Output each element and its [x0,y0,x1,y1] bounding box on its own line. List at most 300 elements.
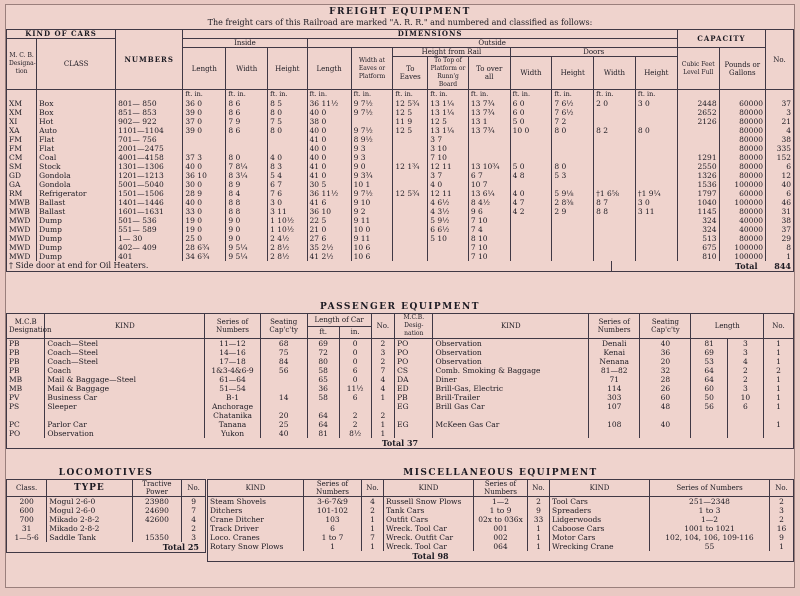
passenger-left-cell: PC [7,420,45,429]
freight-row-cell: 9 3¾ [351,171,393,180]
loco-total-label: Total [162,542,186,552]
freight-row-cell [393,216,428,225]
locomotive-row-cell: 9 [182,497,206,507]
passenger-left-cell: Coach [45,366,205,375]
freight-row-cell [594,135,636,144]
freight-row-cell: 8 6 [226,108,268,117]
freight-row-cell: 37 [766,225,794,234]
freight-row-cell: 13 1¼ [428,99,469,108]
passenger-right-cell: 40 [640,339,691,349]
passenger-left-cell [307,402,339,411]
misc-cell: Tool Cars [550,497,650,507]
freight-row-cell: 8 2 [594,126,636,135]
freight-row-cell: 37 3 [183,153,226,162]
passenger-left-cell: 11—12 [205,339,260,349]
freight-row-cell: 1101—1104 [116,126,183,135]
misc-total-value: 98 [437,551,449,561]
misc-title: MISCELLANEOUS EQUIPMENT [403,468,598,478]
freight-row-cell: 4 3½ [428,207,469,216]
misc-cell: 1 [304,542,362,551]
freight-footnote: † Side door at end for Oil Heaters. [7,261,612,272]
passenger-left-cell: 14—16 [205,348,260,357]
freight-row-cell: 5 0 [510,117,552,126]
freight-row-cell [468,135,510,144]
misc-no1-header: No. [362,480,384,497]
freight-row-cell: 6 7 [268,180,307,189]
passenger-row [7,366,794,375]
freight-row-cell: MWD [7,216,37,225]
freight-row-cell [594,153,636,162]
passenger-left-cell [7,411,45,420]
freight-row-cell: 6 [766,189,794,198]
freight-row-cell [393,153,428,162]
passenger-right-cell: Nenana [589,357,640,366]
passenger-right-cell: Observation [433,339,589,349]
to-eaves-header: To Eaves [393,57,428,90]
freight-row-cell: 8 5 [268,99,307,108]
freight-row-cell: 27 6 [307,234,351,243]
freight-row-cell [594,180,636,189]
freight-row-cell: 38 [766,216,794,225]
misc-cell: 2 [770,497,794,507]
loco-class-header: Class. [7,480,47,497]
pass-ft-header: ft. [307,326,339,339]
freight-row-cell: CM [7,153,37,162]
freight-row-cell: 1— 30 [116,234,183,243]
freight-row-cell: XM [7,108,37,117]
freight-row-cell [635,135,677,144]
passenger-left-cell: 1 [371,420,394,429]
passenger-right-cell: 4 [727,357,763,366]
freight-row-cell: 33 0 [183,207,226,216]
freight-row-cell [510,144,552,153]
freight-row-cell [268,144,307,153]
passenger-right-cell: 40 [640,420,691,429]
passenger-left-cell: Mail & Baggage—Steel [45,375,205,384]
misc-cell: 1 [362,542,384,551]
freight-row [7,243,794,252]
passenger-right-cell [727,420,763,429]
dimensions-header: DIMENSIONS [183,30,677,39]
misc-cell: 1 to 7 [304,533,362,542]
freight-row-cell: 9 0 [351,162,393,171]
passenger-left-cell: 2 [371,357,394,366]
freight-row-cell: 7 10 [468,252,510,261]
misc-series3-header: Series of Numbers [650,480,770,497]
misc-cell: 1—2 [474,497,528,507]
freight-row-cell: 902— 922 [116,117,183,126]
locomotive-row-cell: Saddle Tank [47,533,132,542]
freight-row-cell: Flat [37,144,116,153]
misc-cell: 1 [528,533,550,542]
passenger-left-cell: 14 [260,393,307,402]
freight-row-cell: 2 4½ [268,234,307,243]
freight-row-cell: 40 0 [307,126,351,135]
passenger-right-cell: 1 [764,402,794,411]
ft-in-unit: ft. in. [468,90,510,100]
ft-in-unit: ft. in. [635,90,677,100]
end-height-header: Height [635,57,677,90]
freight-row-cell: 12 [766,171,794,180]
passenger-row [7,411,794,420]
freight-row-cell: 12 5¾ [393,99,428,108]
freight-row-cell [552,234,594,243]
freight-row-cell: 8 3¼ [226,171,268,180]
passenger-right-cell: DA [395,375,433,384]
freight-row [7,153,794,162]
freight-row-cell [635,171,677,180]
passenger-left-cell: 4 [371,375,394,384]
freight-row [7,108,794,117]
freight-row-cell [552,144,594,153]
passenger-right-cell: Brill Gas Car [433,402,589,411]
loco-type-header: TYPE [47,480,132,497]
to-overall-header: To over all [468,57,510,90]
passenger-left-cell: Parlor Car [45,420,205,429]
outside-header: Outside [307,39,677,48]
freight-row-cell: 324 [677,216,719,225]
misc-cell: 33 [528,515,550,524]
freight-row-cell: 12 5 [393,108,428,117]
misc-series2-header: Series of Numbers [474,480,528,497]
freight-row-cell: 513 [677,234,719,243]
freight-row-cell: Hot [37,117,116,126]
freight-row-cell: 8 3 [268,162,307,171]
pass-kind-header: KIND [45,314,205,339]
ft-in-unit: ft. in. [552,90,594,100]
passenger-right-cell: 69 [691,348,727,357]
freight-row-cell: 5 4 [268,171,307,180]
freight-row-cell: 36 10 [183,171,226,180]
freight-row-cell: 1536 [677,180,719,189]
freight-row-cell: 40 0 [307,108,351,117]
freight-row-cell: Refrigerator [37,189,116,198]
freight-row-cell: 2448 [677,99,719,108]
freight-row-cell [552,180,594,189]
passenger-right-cell: 26 [640,384,691,393]
inside-height-header: Height [268,48,307,90]
freight-row-cell: †1 6⅝ [594,189,636,198]
freight-row-cell [594,225,636,234]
pounds-header: Pounds or Gallons [719,48,765,90]
freight-row-cell: 3 0 [268,198,307,207]
numbers-header: NUMBERS [116,30,183,90]
freight-row-cell: 4 0 [428,180,469,189]
passenger-left-cell [45,411,205,420]
freight-row-cell: 80000 [719,108,765,117]
freight-row-cell: 38 [766,135,794,144]
freight-row-cell [468,144,510,153]
passenger-left-cell: 2 [371,339,394,349]
freight-row-cell: RM [7,189,37,198]
passenger-total-label: Total [381,438,405,448]
pass-mcb2-header: M.C.B. Desig- nation [395,314,433,339]
freight-row-cell: 31 [766,207,794,216]
passenger-left-cell: 1 [371,393,394,402]
passenger-left-cell: PV [7,393,45,402]
freight-footer [6,261,794,272]
freight-row-cell [226,135,268,144]
freight-row-cell [594,171,636,180]
passenger-left-cell: Observation [45,429,205,438]
freight-row-cell: 2 8½ [268,243,307,252]
freight-row-cell: 80000 [719,117,765,126]
misc-cell: Motor Cars [550,533,650,542]
passenger-right-cell [691,411,727,420]
passenger-right-cell [764,429,794,438]
misc-cell: 9 [528,506,550,515]
freight-row-cell: 9 7½ [351,126,393,135]
locomotive-row-cell: 31 [7,524,47,533]
freight-row-cell [552,243,594,252]
freight-row-cell: 19 0 [183,216,226,225]
freight-row-cell: 4 7 [510,198,552,207]
misc-cell: 55 [650,542,770,551]
misc-cell: 2 [528,497,550,507]
passenger-left-cell: Chatanika [205,411,260,420]
passenger-left-cell: 8½ [339,429,371,438]
pass-in-header: in. [339,326,371,339]
passenger-left-cell: Tanana [205,420,260,429]
passenger-left-cell: 2 [371,411,394,420]
freight-row-cell: Box [37,99,116,108]
freight-row-cell: 4 [766,126,794,135]
freight-row-cell: 7 10 [468,216,510,225]
passenger-left-cell: 64 [307,411,339,420]
class-header: CLASS [37,39,116,90]
freight-row-cell: 41 6 [307,198,351,207]
misc-cell: Loco. Cranes [208,533,304,542]
passenger-left-cell: PO [7,429,45,438]
freight-row [7,234,794,243]
freight-row-cell: 12 5¾ [393,189,428,198]
freight-row-cell: 13 7¾ [468,99,510,108]
passenger-right-cell: 1 [764,375,794,384]
freight-row-cell: 3 11 [268,207,307,216]
side-width-header: Width [510,57,552,90]
freight-row-cell: Dump [37,252,116,261]
freight-row-cell: 851— 853 [116,108,183,117]
passenger-left-cell: PS [7,402,45,411]
freight-row-cell: 6 7 [468,171,510,180]
side-height-header: Height [552,57,594,90]
freight-row-cell: 1040 [677,198,719,207]
freight-row-cell: MWD [7,252,37,261]
passenger-left-cell: 36 [307,384,339,393]
freight-row [7,252,794,261]
freight-row-cell: 10 6 [351,252,393,261]
freight-row-cell: 36 0 [183,99,226,108]
freight-row-cell: Dump [37,234,116,243]
passenger-right-cell [395,411,433,420]
misc-cell: Rotary Snow Plows [208,542,304,551]
freight-row-cell [183,135,226,144]
freight-row-cell: 8 0 [552,162,594,171]
ft-in-unit: ft. in. [428,90,469,100]
freight-row-cell: 152 [766,153,794,162]
misc-cell: 4 [362,497,384,507]
freight-row-cell [677,126,719,135]
freight-row-cell: Ballast [37,207,116,216]
passenger-right-cell [691,420,727,429]
passenger-right-cell: Brill-Gas, Electric [433,384,589,393]
freight-row-cell: 2126 [677,117,719,126]
misc-cell: Spreaders [550,506,650,515]
passenger-right-cell: PB [395,393,433,402]
freight-row-cell: Dump [37,216,116,225]
freight-units-row [7,90,794,100]
passenger-row [7,348,794,357]
freight-row-cell [428,252,469,261]
misc-cell: Wreck. Outfit Car [384,533,474,542]
freight-row-cell: 6 [766,162,794,171]
freight-row-cell: 13 6¼ [468,189,510,198]
passenger-left-cell: 25 [260,420,307,429]
document-page [5,4,795,588]
freight-row-cell: 10 0 [351,225,393,234]
passenger-right-cell: 2 [727,366,763,375]
locomotive-row-cell: Mikado 2-8-2 [47,515,132,524]
freight-row-cell: 38 0 [307,117,351,126]
freight-row-cell: 40 0 [183,162,226,171]
freight-row-cell: 9 0 [226,234,268,243]
passenger-right-cell: Comb. Smoking & Baggage [433,366,589,375]
passenger-right-cell: 36 [640,348,691,357]
freight-row-cell: 2 8⅜ [552,198,594,207]
freight-row-cell: 8 9½ [351,135,393,144]
passenger-right-cell: Diner [433,375,589,384]
passenger-left-cell: 72 [307,348,339,357]
freight-row-cell: 7 8¼ [226,162,268,171]
misc-cell: 1 [528,542,550,551]
ft-in-unit: ft. in. [510,90,552,100]
freight-row-cell [594,234,636,243]
freight-row-cell: 6 6½ [428,225,469,234]
locomotive-row-cell: 42600 [132,515,182,524]
freight-row-cell: 10 0 [510,126,552,135]
freight-row-cell: 1501—1506 [116,189,183,198]
freight-row-cell: 11 9 [393,117,428,126]
pass-mcb-header: M.C.B Designation [7,314,45,339]
misc-cell: Lidgerwoods [550,515,650,524]
freight-row-cell: 22 5 [307,216,351,225]
passenger-left-cell [260,402,307,411]
passenger-right-cell: PO [395,339,433,349]
freight-row-cell: 35 2½ [307,243,351,252]
freight-row-cell: 1326 [677,171,719,180]
freight-row-cell: 60000 [719,189,765,198]
locomotives-section [6,467,206,553]
passenger-right-cell: 1 [764,348,794,357]
passenger-left-cell: 75 [260,348,307,357]
misc-cell: Wrecking Crane [550,542,650,551]
locomotives-title: LOCOMOTIVES [58,468,154,478]
freight-row-cell [183,144,226,153]
passenger-left-cell: 6 [339,366,371,375]
passenger-left-cell: 1&3-4&6-9 [205,366,260,375]
freight-row-cell: 2 0 [594,99,636,108]
freight-row-cell: 30 0 [183,180,226,189]
freight-row-cell: 9 2 [351,207,393,216]
passenger-right-cell [727,411,763,420]
freight-row-cell: 8 7 [594,198,636,207]
freight-row-cell: 7 2 [552,117,594,126]
misc-row [208,515,794,524]
loco-no-header: No. [182,480,206,497]
freight-row-cell [594,162,636,171]
passenger-left-cell [260,375,307,384]
passenger-left-cell: 6 [339,393,371,402]
freight-row-cell: 8 8 [594,207,636,216]
ft-in-unit: ft. in. [307,90,351,100]
freight-row-cell: 9 11 [351,234,393,243]
locomotive-row-cell: 2 [182,524,206,533]
misc-cell: Outfit Cars [384,515,474,524]
passenger-left-cell: PB [7,357,45,366]
misc-row [208,497,794,507]
freight-row-cell: 9 7½ [351,108,393,117]
misc-cell: 7 [362,533,384,542]
misc-cell: Steam Shovels [208,497,304,507]
freight-row-cell: Gondola [37,171,116,180]
locomotive-row-cell: Mogul 2-6-0 [47,506,132,515]
locomotive-row-cell: Mikado 2-8-2 [47,524,132,533]
freight-row-cell: 3 [766,108,794,117]
passenger-left-cell [371,402,394,411]
freight-row-cell [635,252,677,261]
freight-row-cell: 9 5¼ [226,243,268,252]
passenger-right-cell: 60 [640,393,691,402]
passenger-right-cell [589,411,640,420]
passenger-title: PASSENGER EQUIPMENT [320,302,480,312]
freight-row-cell: 30 5 [307,180,351,189]
passenger-row [7,384,794,393]
passenger-left-cell: 61—64 [205,375,260,384]
freight-row-cell: 401 [116,252,183,261]
ft-in-unit: ft. in. [183,90,226,100]
freight-row-cell: 8 4 [226,189,268,198]
freight-row-cell: 9 11 [351,216,393,225]
ft-in-unit: ft. in. [268,90,307,100]
passenger-left-cell: Mail & Baggage [45,384,205,393]
freight-row-cell [635,162,677,171]
freight-row-cell: Coal [37,153,116,162]
freight-row-cell: 12 11 [428,162,469,171]
misc-cell: 3-6-7&9 [304,497,362,507]
freight-row-cell: 60000 [719,99,765,108]
passenger-right-cell: 81 [691,339,727,349]
passenger-right-cell: 114 [589,384,640,393]
passenger-left-cell: 1 [371,429,394,438]
freight-row-cell: Dump [37,243,116,252]
passenger-right-cell: PO [395,357,433,366]
to-top-header: To Top of Platform or Runn'g Board [428,57,469,90]
locomotive-row-cell: 4 [182,515,206,524]
passenger-right-cell: 53 [691,357,727,366]
freight-row-cell: 40 0 [307,144,351,153]
freight-row-cell: 7 9 [226,117,268,126]
passenger-right-cell: 107 [589,402,640,411]
passenger-left-cell: Coach—Steel [45,348,205,357]
locomotive-row-cell: Mogul 2-6-0 [47,497,132,507]
pass-series2-header: Series of Numbers [589,314,640,339]
freight-row-cell: Auto [37,126,116,135]
pass-series-header: Series of Numbers [205,314,260,339]
width-eaves-header: Width at Eaves or Platform [351,48,393,90]
freight-row-cell: 39 0 [183,126,226,135]
freight-row-cell: 10 6 [351,243,393,252]
freight-row-cell: 8 9 [226,180,268,189]
